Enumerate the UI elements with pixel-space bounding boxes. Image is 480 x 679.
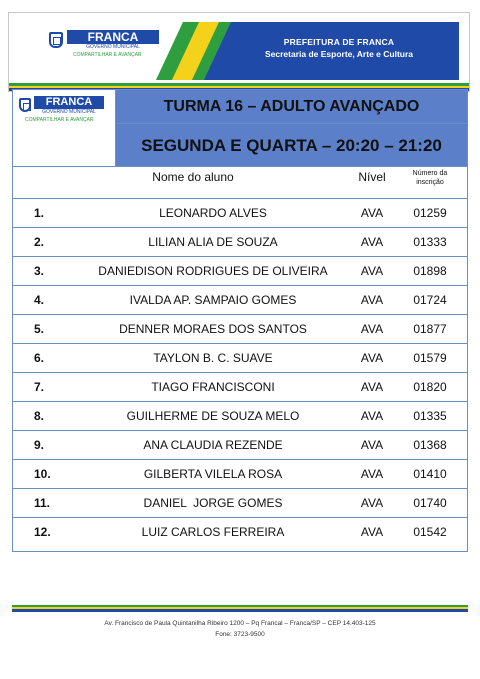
- registration-number: 01820: [413, 380, 447, 394]
- student-name: IVALDA AP. SAMPAIO GOMES: [129, 293, 297, 307]
- letterhead-banner: [8, 12, 470, 92]
- student-name: LEONARDO ALVES: [159, 206, 267, 220]
- footer-phone: Fone: 3723-9500: [215, 631, 265, 638]
- student-level: AVA: [360, 206, 384, 220]
- table-row: [13, 430, 467, 459]
- column-header-level: Nível: [358, 170, 386, 184]
- student-name: GILBERTA VILELA ROSA: [143, 467, 283, 481]
- registration-number: 01333: [413, 235, 447, 249]
- footer-stripes: [12, 605, 468, 612]
- logo-subtitle: GOVERNO MUNICIPAL: [42, 109, 96, 115]
- student-level: AVA: [360, 264, 384, 278]
- student-name: LILIAN ALIA DE SOUZA: [148, 235, 278, 249]
- student-level: AVA: [360, 438, 384, 452]
- row-number: 4.: [34, 293, 45, 307]
- logo-subtitle: GOVERNO MUNICIPAL: [86, 44, 140, 50]
- student-name: DANIEL JORGE GOMES: [143, 496, 283, 510]
- table-logo-cell: [13, 90, 116, 167]
- row-number: 6.: [34, 351, 45, 365]
- class-title: TURMA 16 – ADULTO AVANÇADO: [116, 90, 467, 124]
- row-number: 9.: [34, 438, 45, 452]
- prefeitura-title: PREFEITURA DE FRANCA: [283, 37, 395, 47]
- student-level: AVA: [360, 409, 384, 423]
- student-name: GUILHERME DE SOUZA MELO: [126, 409, 300, 423]
- table-row: [13, 227, 467, 256]
- class-schedule: SEGUNDA E QUARTA – 20:20 – 21:20: [116, 124, 467, 167]
- registration-number: 01579: [413, 351, 447, 365]
- registration-number: 01410: [413, 467, 447, 481]
- table-row: [13, 343, 467, 372]
- city-crest-icon: [49, 32, 63, 48]
- registration-number: 01898: [413, 264, 447, 278]
- student-name: DENNER MORAES DOS SANTOS: [119, 322, 307, 336]
- table-row: [13, 256, 467, 285]
- row-number: 10.: [34, 467, 51, 481]
- student-name: LUIZ CARLOS FERREIRA: [141, 525, 285, 539]
- table-row: [13, 517, 467, 546]
- registration-number: 01724: [413, 293, 447, 307]
- column-header-name: Nome do aluno: [152, 170, 234, 184]
- table-row: [13, 401, 467, 430]
- student-level: AVA: [360, 380, 384, 394]
- student-level: AVA: [360, 467, 384, 481]
- row-number: 7.: [34, 380, 45, 394]
- row-number: 12.: [34, 525, 51, 539]
- registration-number: 01740: [413, 496, 447, 510]
- row-number: 8.: [34, 409, 45, 423]
- student-level: AVA: [360, 293, 384, 307]
- row-number: 1.: [34, 206, 45, 220]
- class-roster-table: [12, 89, 468, 552]
- registration-number: 01542: [413, 525, 447, 539]
- logo-slogan: COMPARTILHAR E AVANÇAR: [73, 52, 142, 58]
- secretaria-title: Secretaria de Esporte, Arte e Cultura: [264, 49, 413, 59]
- footer-address: Av. Francisco de Paula Quintanilha Ribeiro 1200 – Pq Francal – Franca/SP – CEP 14.403-125: [104, 620, 376, 627]
- table-row: [13, 314, 467, 343]
- row-number: 11.: [34, 496, 51, 510]
- student-level: AVA: [360, 322, 384, 336]
- student-level: AVA: [360, 351, 384, 365]
- column-header-registration: Número da inscrição: [412, 170, 448, 186]
- table-row: [13, 198, 467, 227]
- logo-name: FRANCA: [67, 30, 159, 44]
- student-name: TAYLON B. C. SUAVE: [153, 351, 273, 365]
- student-name: TIAGO FRANCISCONI: [151, 380, 275, 394]
- table-row: [13, 285, 467, 314]
- row-number: 5.: [34, 322, 45, 336]
- city-crest-icon: [19, 98, 31, 112]
- logo-slogan: COMPARTILHAR E AVANÇAR: [25, 117, 94, 123]
- registration-number: 01259: [413, 206, 447, 220]
- row-number: 3.: [34, 264, 45, 278]
- student-level: AVA: [360, 525, 384, 539]
- table-row: [13, 488, 467, 517]
- student-level: AVA: [360, 235, 384, 249]
- table-row: [13, 459, 467, 488]
- logo-name: FRANCA: [34, 96, 104, 109]
- registration-number: 01877: [413, 322, 447, 336]
- student-name: DANIEDISON RODRIGUES DE OLIVEIRA: [98, 264, 328, 278]
- banner-panel: [19, 22, 459, 80]
- registration-number: 01368: [413, 438, 447, 452]
- row-number: 2.: [34, 235, 45, 249]
- student-name: ANA CLAUDIA REZENDE: [143, 438, 283, 452]
- registration-number: 01335: [413, 409, 447, 423]
- table-row: [13, 372, 467, 401]
- student-level: AVA: [360, 496, 384, 510]
